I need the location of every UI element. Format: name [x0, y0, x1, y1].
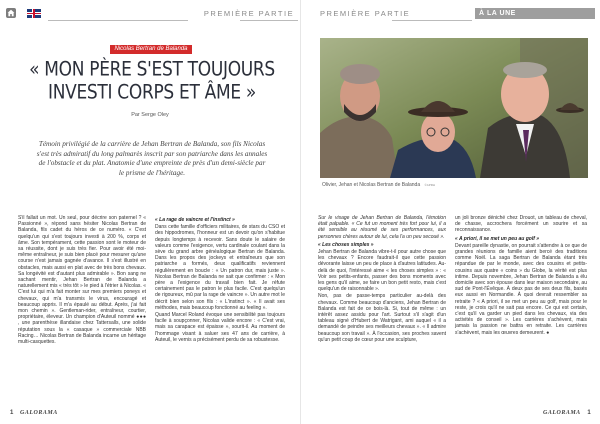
column-paragraph: un joli bronze déniché chez Drouot, un tableau de cheval, de chasse, accrochera forcément un sourire et sa reconnaissance. — [455, 215, 587, 234]
photo-caption-text: Olivier, Jehan et Nicolas Bertran de Balanda — [322, 182, 421, 188]
article-column-4 — [455, 215, 587, 337]
section-title-left: PREMIÈRE PARTIE — [203, 9, 295, 18]
column-paragraph: Quand Marcel Roland évoque une sensibilité pas toujours facile à soupçonner, Nicolas valide encore : « C'est vrai, mais sa carapace est épaisse », sourit-il. Au moment de l'hommage visant à saluer ses 47 ans de carrière, à Auteuil, le vernis a précisément perdu de sa robustesse. — [155, 312, 285, 343]
a-la-une-tab[interactable]: À LA UNE — [475, 8, 595, 19]
magazine-brand-right: GALORAMA — [543, 410, 581, 416]
column-paragraph: Non, pas de passe-temps particulier au-delà des chevaux. Comme beaucoup d'anciens, Jehan Bertran de Balanda est fait de ce bois-là. Si, tout de même : un intérêt assez assidu pour l'art. Surtout s'il s'agit d'un tableau signé d'Hubert de Watrigant, ami auquel « il a demandé de peindre ses meilleurs chevaux ». « Il admire beaucoup son travail ». À l'occasion, ses proches savent qu'un petit coup de cœur pour une sculpture, — [318, 293, 446, 343]
header-rule-left-a — [48, 20, 188, 21]
column-paragraph: Dans cette famille d'officiers militaires, de stars du CSO et des hippodromes, l'honneur est un devoir qu'on s'habitue depuis longtemps à recevoir. Sans doute le salaire de valeurs comme l'exigence, vertu cardinale coulant dans la sève du grand arbre généalogique Bertran de Balanda. Dans les propos des jockeys et entraîneurs que son patriarche a formés, deux qualificatifs reviennent régulièrement en boucle : « Un patron dur, mais juste ». Nicolas Bertran de Balanda ne sait que confirmer : « Mon père a l'exigence du travail bien fait. Je réfute certainement pas le patron le plus facile. C'est quelqu'un de rigoureux, mû par la rage de vaincre ». Un autre mot le décrit bien selon son fils : « L'instinct ». « Il avait ses méthodes, mais beaucoup fonctionné au feeling ». — [155, 224, 285, 311]
column-subheading: « La rage de vaincre et l'instinct » — [155, 217, 235, 223]
column-subheading: « Les choses simples » — [318, 241, 374, 248]
footer-right — [543, 410, 591, 416]
footer-left — [10, 410, 58, 416]
header-rule-left-b — [240, 20, 298, 21]
article-column-2 — [155, 215, 285, 344]
article-photo — [320, 38, 588, 178]
article-byline: Par Serge Oley — [131, 112, 169, 118]
header-rule-right — [392, 20, 472, 21]
article-kicker: Nicolas Bertran de Balanda — [110, 45, 192, 54]
column-paragraph: Devant pareille dynastie, on pourrait s'attendre à ce que de grandes réunions de famille aient bercé des traditions comme Noël. La saga Bertran de Balanda étant très répandue de par le monde, avec des cousins et petits-cousins aux quatre « coins » du Globe, la vérité est plus intime. Depuis novembre, Jehan Bertran de Balanda a élu domicile avec son épouse dans leur maison secondaire, au sud de Pont-l'Évêque. À deux pas de ses deux fils, basés eux aussi en Normandie. À quoi devrait ressembler sa retraite ? « A priori, il se met un peu au golf, mais pour le reste, je crois qu'il ne sait pas encore. Ce qui est certain, c'est qu'il va garder un pied dans les chevaux, via des activités de conseil ». Les carrières s'achèvent, mais jamais la passion ne battra en retraite. Les carrières s'achèvent, mais les œuvres demeurent. ● — [455, 242, 587, 336]
photo-credit: ©APRH — [424, 183, 436, 187]
photo-illustration — [320, 38, 588, 178]
article-column-1 — [18, 215, 146, 346]
page-number-left: 1 — [10, 410, 14, 416]
uk-flag-icon[interactable] — [27, 9, 41, 18]
column-subheading: « A priori, il se met un peu au golf » — [455, 235, 540, 242]
column-paragraph: Jehan Bertran de Balanda vibre-t-il pour autre chose que les chevaux ? Encore faudrait-il que cette passion dévorante laisse un peu de place à d'autres latitudes. Au-delà de quoi, l'intéressé aime « les choses simples » : « Voir ses petits-enfants, passer des bons moments avec les gens qu'il aime, se faire un bon petit resto, mais c'est quelqu'un de raisonnable ». — [318, 249, 446, 293]
photo-caption — [322, 182, 435, 188]
article-column-3 — [318, 215, 446, 344]
column-paragraph: Sur le visage de Jehan Bertran de Balanda, l'émotion était palpable. « Ce fut un moment très fort pour lui, il a été sensible au résumé de ses performances, aux personnes chères autour de lui, cela l'a un peu secoué ». — [318, 215, 446, 240]
article-headline: « MON PÈRE S'EST TOUJOURS INVESTI CORPS ET ÂME » — [29, 58, 275, 104]
section-title-right: PREMIÈRE PARTIE — [320, 9, 411, 18]
magazine-brand-left: GALORAMA — [20, 410, 58, 416]
home-icon[interactable] — [6, 8, 16, 18]
page-gutter — [300, 0, 301, 424]
article-intro: Témoin privilégié de la carrière de Jehan Bertran de Balanda, son fils Nicolas s'est très admiratif du long palmarès inscrit par son patriarche dans les annales de l'obstacle et du plat. Anatomie d'une empreinte de près d'un demi-siècle par le prisme de l'héritage. — [36, 140, 268, 177]
home-icon-glyph — [7, 9, 15, 17]
top-bar — [0, 0, 600, 22]
column-paragraph: S'il fallait un mot. Un seul, pour décrire son paternel ? « Passionné », répond sans hésiter Nicolas Bertran de Balanda, fils cadet du héros de ce numéro. « C'est quelqu'un qui s'est toujours investi à 200 %, corps et âme. Son tempérament, cette passion sont le moteur de sa réussite, dont je suis très fier. Pour avoir été moi-même entraîneur, je suis bien placé pour mesurer qu'une course n'est jamais gagnée d'avance. Il s'est illustré en obstacles, mais aussi en plat avec de très bons chevaux. Sa longévité est d'autant plus admirable ». Bon sang ne sachant mentir, Jehan Bertran de Balanda a naturellement mis « très tôt » le pied à l'étrier à Nicolas. « C'est lui qui m'a fait monter sur mes premiers poneys et chevaux, qui m'a transmis le virus, encouragé et beaucoup appris. Il m'a épaulé au début. Après, j'ai fait mon chemin ». Gentleman-rider, entraîneur, courtier, propriétaire, éleveur. Un champion d'Auteuil nommé ●●● , une parenthèse illandaise chez Tattersalls, une solide réputation sous la « casaque » commerciale NBB Racing… Nicolas Bertran de Balanda incarne un héritage multi-casquettes. — [18, 215, 146, 346]
page-number-right: 1 — [587, 410, 591, 416]
